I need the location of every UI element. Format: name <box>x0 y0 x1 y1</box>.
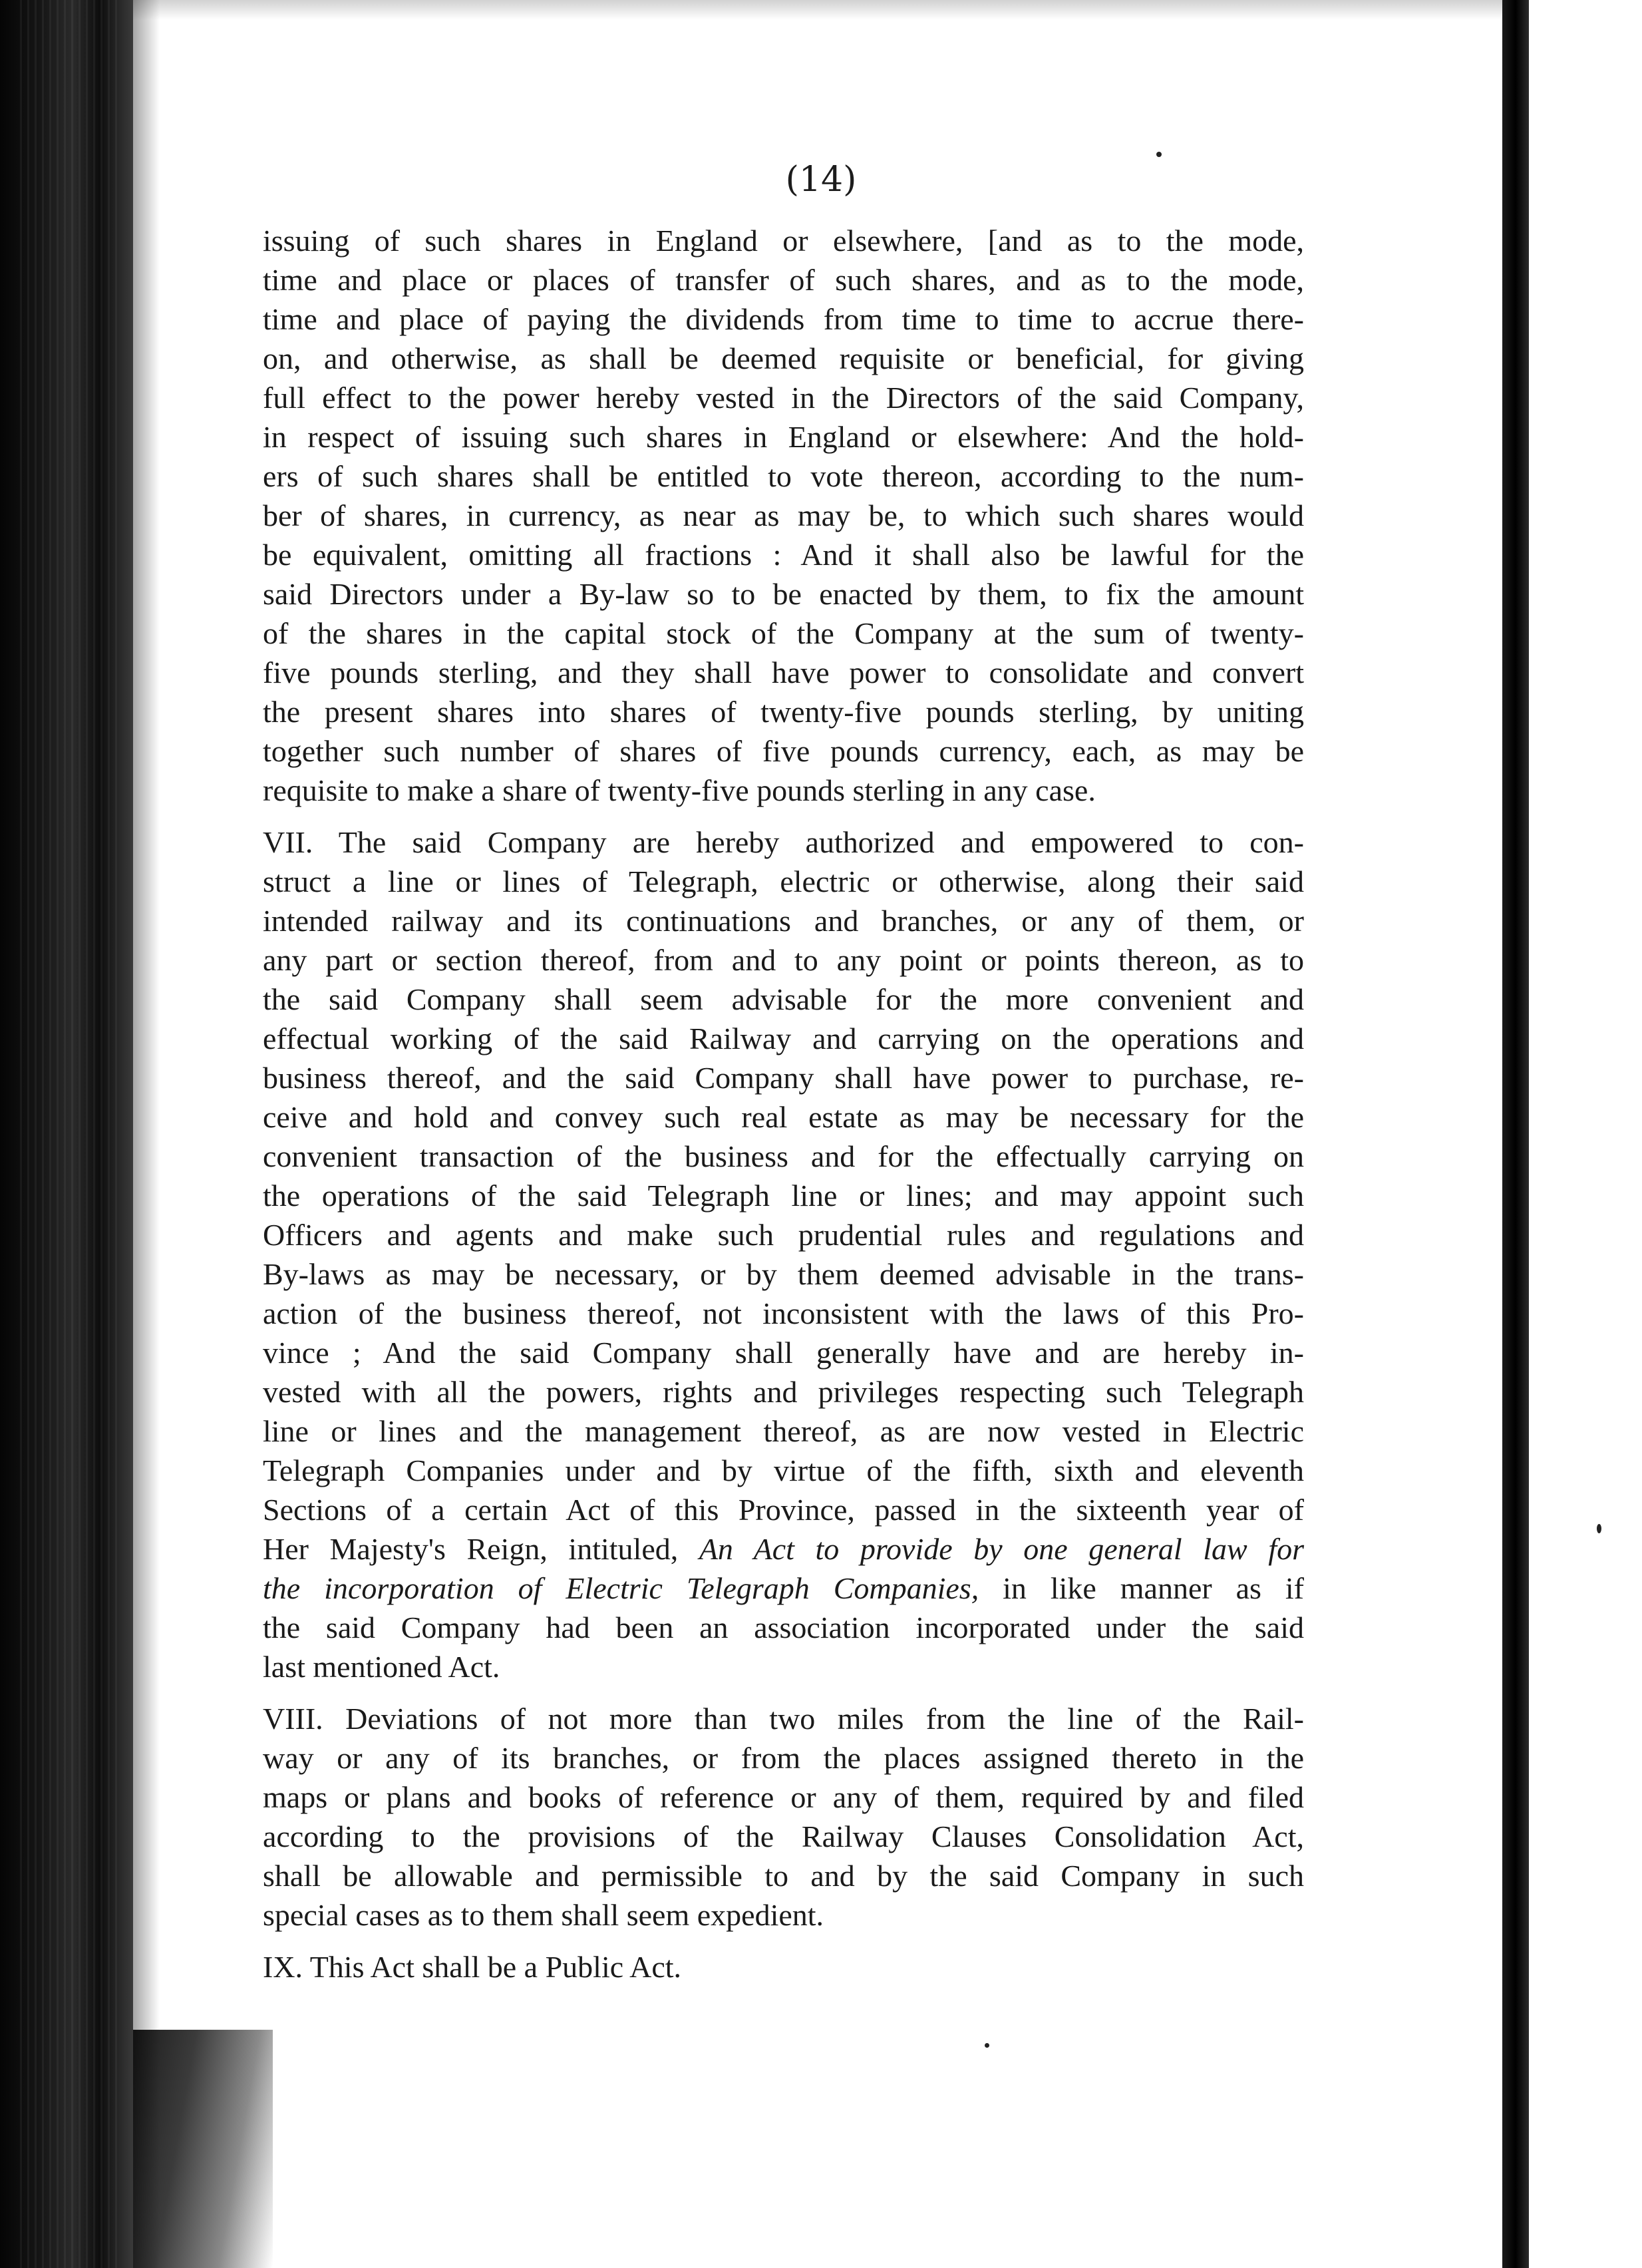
text-line: on, and otherwise, as shall be deemed requisite or beneficial, for giving <box>263 341 1304 375</box>
page-number: (14) <box>785 160 857 200</box>
text-line: time and place of paying the dividends from time to time to accrue there- <box>263 302 1304 336</box>
text-line: issuing of such shares in England or elsewhere, [and as to the mode, <box>263 224 1304 258</box>
text-line: IX. This Act shall be a Public Act. <box>263 1950 682 1984</box>
text-line: special cases as to them shall seem expedient. <box>263 1898 824 1932</box>
text-line: convenient transaction of the business and for the effectually carrying on <box>263 1139 1304 1173</box>
text-line: ber of shares, in currency, as near as may be, to which such shares would <box>263 498 1304 532</box>
text-line: together such number of shares of five pounds currency, each, as may be <box>263 734 1304 768</box>
act-title-italic: An Act to provide by one general law for <box>699 1532 1304 1566</box>
ink-speck <box>985 2043 989 2048</box>
text-line: VII. The said Company are hereby authorized and empowered to con- <box>263 825 1304 859</box>
text-line <box>263 1569 1304 1608</box>
text-line: Telegraph Companies under and by virtue of the fifth, sixth and eleventh <box>263 1453 1304 1487</box>
text-line <box>263 1529 1304 1569</box>
text-line: maps or plans and books of reference or any of them, required by and filed <box>263 1780 1304 1814</box>
text-line: intended railway and its continuations and branches, or any of them, or <box>263 904 1304 938</box>
text-line: in respect of issuing such shares in England or elsewhere: And the hold- <box>263 420 1304 454</box>
text-line: ers of such shares shall be entitled to vote thereon, according to the num- <box>263 459 1304 493</box>
text-line: any part or section thereof, from and to any point or points thereon, as to <box>263 943 1304 977</box>
section-vii <box>263 823 1304 1686</box>
text-line: time and place or places of transfer of such shares, and as to the mode, <box>263 263 1304 297</box>
gutter-shadow <box>133 0 160 2268</box>
text-fragment: Her Majesty's Reign, intituled, <box>263 1532 699 1566</box>
text-line: the said Company had been an association incorporated under the said <box>263 1610 1304 1644</box>
text-line: VIII. Deviations of not more than two miles from the line of the Rail- <box>263 1702 1304 1736</box>
text-line: the present shares into shares of twenty-five pounds sterling, by uniting <box>263 695 1304 729</box>
text-line: struct a line or lines of Telegraph, electric or otherwise, along their said <box>263 864 1304 898</box>
text-line: way or any of its branches, or from the places assigned thereto in the <box>263 1741 1304 1775</box>
paragraph <box>263 221 1304 810</box>
text-line: business thereof, and the said Company shall have power to purchase, re- <box>263 1061 1304 1095</box>
text-line: according to the provisions of the Railway Clauses Consolidation Act, <box>263 1819 1304 1853</box>
text-line: full effect to the power hereby vested in the Directors of the said Company, <box>263 381 1304 415</box>
text-line: ceive and hold and convey such real estate as may be necessary for the <box>263 1100 1304 1134</box>
text-line: effectual working of the said Railway and carrying on the operations and <box>263 1022 1304 1055</box>
text-line: the said Company shall seem advisable for the more convenient and <box>263 982 1304 1016</box>
spine-texture <box>20 0 120 2268</box>
section-viii <box>263 1699 1304 1935</box>
text-line: Sections of a certain Act of this Province, passed in the sixteenth year of <box>263 1493 1304 1527</box>
text-line: last mentioned Act. <box>263 1650 500 1684</box>
text-line: of the shares in the capital stock of the Company at the sum of twenty- <box>263 616 1304 650</box>
page-top-edge <box>133 0 1502 20</box>
text-line: shall be allowable and permissible to and by the said Company in such <box>263 1859 1304 1893</box>
body-text <box>263 221 1304 1986</box>
ink-speck <box>1597 1524 1601 1533</box>
page-right-edge <box>1502 0 1529 2268</box>
text-line: vince ; And the said Company shall generally have and are hereby in- <box>263 1336 1304 1370</box>
text-line: five pounds sterling, and they shall have power to consolidate and convert <box>263 656 1304 689</box>
text-line: action of the business thereof, not inconsistent with the laws of this Pro- <box>263 1296 1304 1330</box>
next-leaf <box>1516 0 1642 2268</box>
text-line: line or lines and the management thereof, as are now vested in Electric <box>263 1414 1304 1448</box>
text-line: said Directors under a By-law so to be enacted by them, to fix the amount <box>263 577 1304 611</box>
text-line: requisite to make a share of twenty-five pounds sterling in any case. <box>263 773 1096 807</box>
text-line: vested with all the powers, rights and privileges respecting such Telegraph <box>263 1375 1304 1409</box>
act-title-italic: the incorporation of Electric Telegraph Companies, <box>263 1571 979 1605</box>
text-line: the operations of the said Telegraph line or lines; and may appoint such <box>263 1179 1304 1213</box>
section-ix <box>263 1947 1304 1986</box>
text-line: Officers and agents and make such prudential rules and regulations and <box>263 1218 1304 1252</box>
ink-speck <box>1156 152 1162 157</box>
text-line: By-laws as may be necessary, or by them deemed advisable in the trans- <box>263 1257 1304 1291</box>
text-line: be equivalent, omitting all fractions : And it shall also be lawful for the <box>263 538 1304 572</box>
text-fragment: in like manner as if <box>979 1571 1304 1605</box>
